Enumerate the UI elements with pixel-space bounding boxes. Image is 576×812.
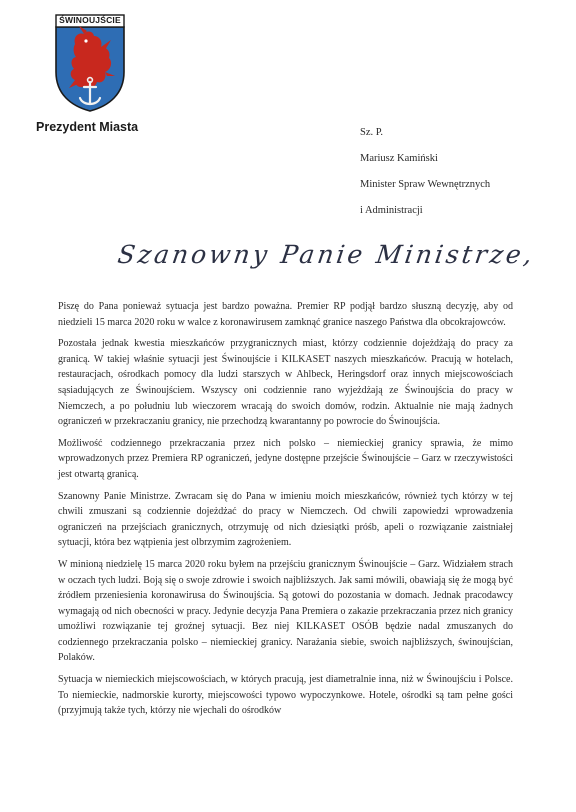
body-paragraph-2: Pozostała jednak kwestia mieszkańców przygranicznych miast, którzy codziennie dojeżdżają do pracy za granicą. W takiej właśnie sytuacji jest Świnoujście i KILKASET naszych mieszkańców. Pracują w hotelach, restauracjach, ośrodkach pomocy dla ludzi starszych w Ahlbeck, Heringsdorf oraz innych miejscowościach sąsiadujących ze Świnoujściem. Wszyscy oni codziennie rano wyjeżdżają ze Świnoujścia do pracy w Niemczech, a po południu lub wieczorem wracają do swoich domów, rodzin. Aktualnie nie mają żadnych ograniczeń w przekraczaniu granicy, nie przechodzą kwarantanny po powrocie do Świnoujścia.: [58, 338, 513, 428]
recipient-line-salutation: Sz. P.: [360, 127, 384, 138]
body-paragraph-4: Szanowny Panie Ministrze. Zwracam się do Pana w imieniu moich mieszkańców, również tych którzy w tej chwili zmuszani są codziennie dojeżdżać do pracy w Niemczech. Od chwili zapowiedzi wprowadzenia ograniczeń na przejściach granicznych, otrzymuję od nich dziesiątki próśb, apeli o rozwiązanie zaistniałej sytuacji, która bez wątpienia jest olbrzymim zagrożeniem.: [58, 490, 513, 549]
letter-body: [58, 299, 513, 725]
body-paragraph-6: Sytuacja w niemieckich miejscowościach, w których pracują, jest diametralnie inna, niż w Świnoujściu i Polsce. To niemieckie, nadmorskie kurorty, miejscowości typowo wypoczynkowe. Hotele, ośrodki są tam pełne gości (przyjmują także tych, którzy nie wjechali do ośrodków: [58, 674, 513, 717]
sender-title: Prezydent Miasta: [36, 120, 139, 134]
handwritten-salutation: Szanowny Panie Ministrze,: [115, 240, 537, 269]
city-coat-of-arms: [53, 14, 127, 112]
recipient-address-block: [360, 126, 560, 217]
body-paragraph-5: W minioną niedzielę 15 marca 2020 roku byłem na przejściu granicznym Świnoujście – Garz. Widziałem strach w oczach tych ludzi. Boją się o swoje zdrowie i swoich najbliższych. Jak sami mówili, obawiają się że mogą być źródłem przeniesienia koronawirusa do Świnoujścia. Są gotowi do pozostania w domach. Jednak pracodawcy wymagają od nich obecności w pracy. Jedynie decyzja Pana Premiera o zakazie przekraczania przez nich granicy umożliwi rozwiązanie tej groźnej sytuacji. Bez niej KILKASET OSÓB będzie nadal zmuszanych do codziennego przekraczania polsko – niemieckiej granicy. Narażania siebie, swoich najbliższych, świnoujścian, Polaków.: [58, 558, 513, 664]
body-paragraph-1: Piszę do Pana ponieważ sytuacja jest bardzo poważna. Premier RP podjął bardzo słuszną decyzję, aby od niedzieli 15 marca 2020 roku w walce z koronawirusem zamknąć granice naszego Państwa dla obcokrajowców.: [58, 301, 513, 328]
recipient-line-name: Mariusz Kamiński: [360, 153, 438, 164]
crest-city-name: ŚWINOUJŚCIE: [59, 15, 121, 25]
recipient-line-position: Minister Spraw Wewnętrznych: [360, 179, 491, 190]
recipient-line-ministry: i Administracji: [360, 205, 423, 216]
body-paragraph-3: Możliwość codziennego przekraczania przez nich polsko – niemieckiej granicy sprawia, że mimo wprowadzonych przez Premiera RP ograniczeń, jedyne dostępne przejście Świnoujście – Garz w rzeczywistości jest otwartą granicą.: [58, 437, 513, 480]
